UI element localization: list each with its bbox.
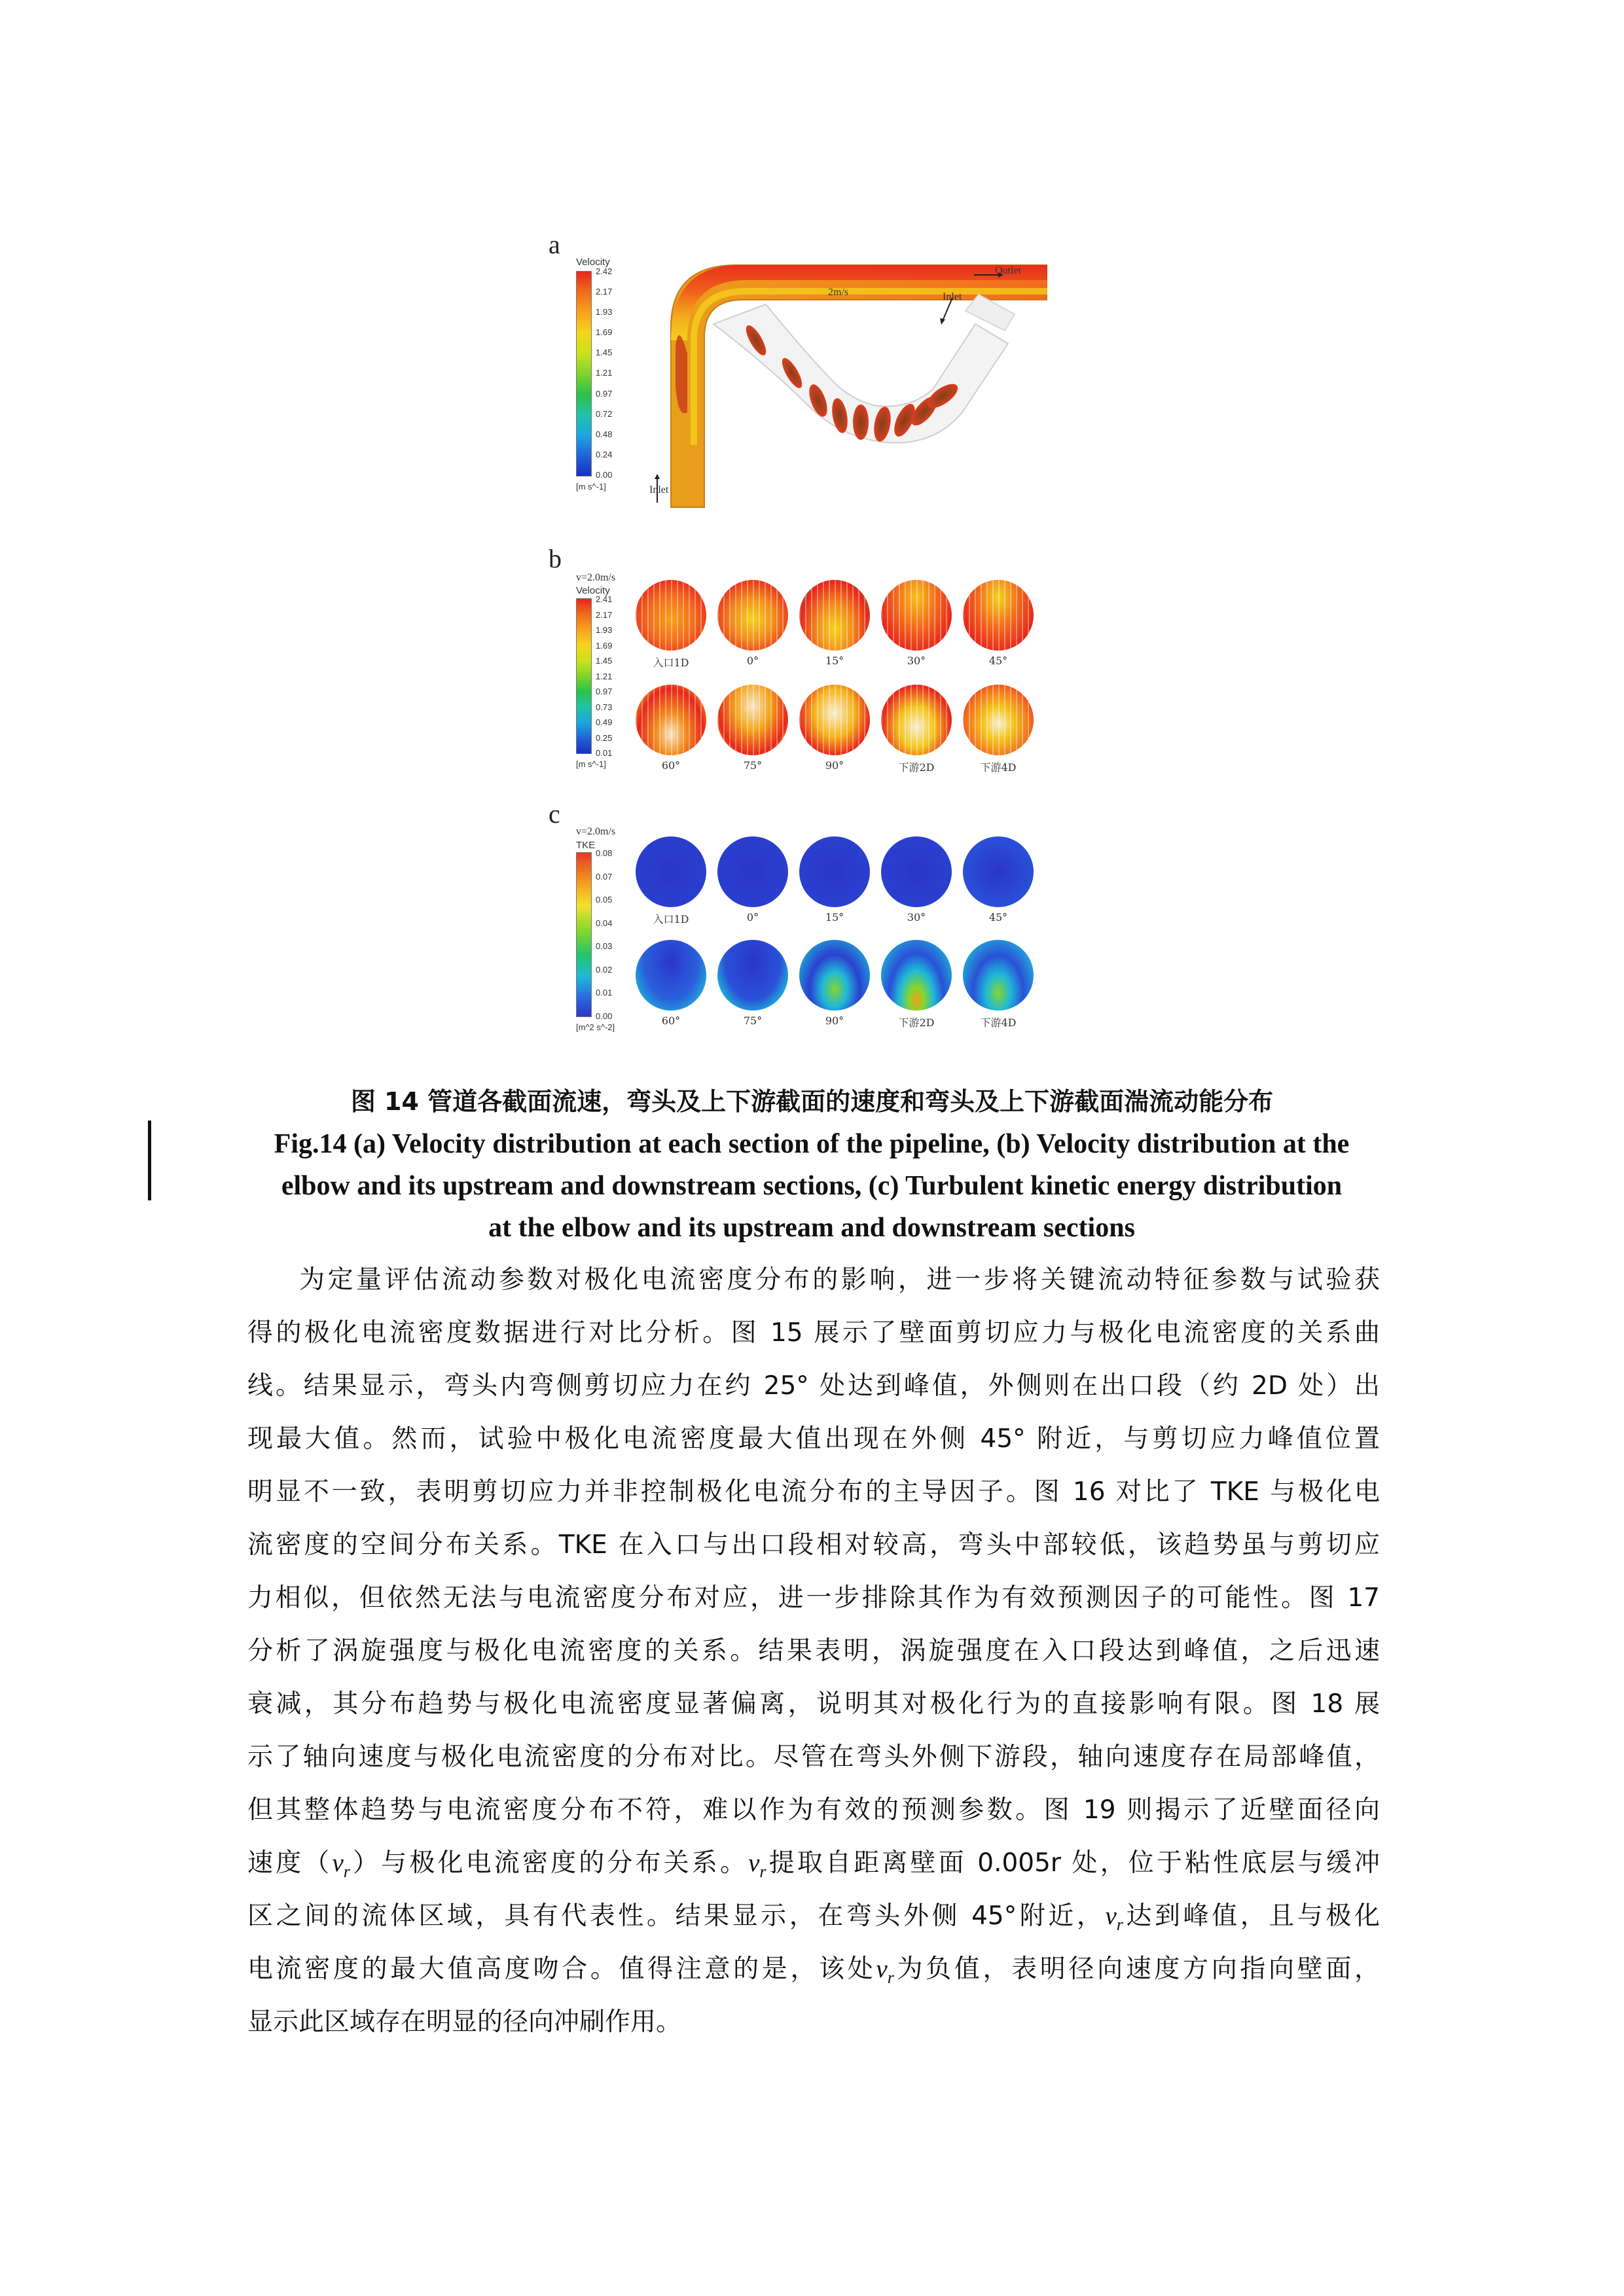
- panel-b-colorbar-tick: 1.93: [596, 625, 613, 635]
- streamline-overlay: [799, 685, 870, 755]
- panel-b-colorbar: [576, 598, 592, 754]
- body-line-14-part-b: 为负值，表明径向速度方向指向壁面，: [893, 1954, 1380, 1984]
- panel-b-colorbar-tick: 1.45: [596, 656, 613, 666]
- tke-section-label: 75°: [743, 1014, 763, 1027]
- panel-b-colorbar-tick: 2.17: [596, 609, 613, 620]
- velocity-section-label: 45°: [988, 655, 1008, 667]
- panel-b-colorbar-unit: [m s^-1]: [576, 759, 606, 769]
- panel-c-colorbar-ticks: [596, 848, 612, 1021]
- panel-c-colorbar-unit: [m^2 s^-2]: [576, 1022, 615, 1032]
- body-line-6: 流密度的空间分布关系。TKE 在入口与出口段相对较高，弯头中部较低，该趋势虽与剪切应: [247, 1530, 1380, 1560]
- panel-a-letter: a: [549, 230, 560, 259]
- vr-symbol: $v_r$: [332, 1849, 350, 1881]
- streamline-overlay: [717, 580, 788, 651]
- streamline-overlay: [717, 685, 788, 755]
- figure-caption-english-line-2: elbow and its upstream and downstream sections, (c) Turbulent kinetic energy distribution: [281, 1171, 1343, 1201]
- body-line-12-part-b: ）与极化电流密度的分布关系。: [350, 1848, 749, 1878]
- body-line-13: [247, 1898, 1380, 1943]
- panel-a-colorbar-tick: 1.45: [596, 348, 613, 358]
- velocity-section-contour: [636, 580, 706, 651]
- body-line-8: 分析了涡旋强度与极化电流密度的关系。结果表明，涡旋强度在入口段达到峰值，之后迅速: [247, 1636, 1380, 1666]
- panel-a-velocity-ref: 2m/s: [828, 287, 849, 298]
- body-line-14-part-a: 电流密度的最大值高度吻合。值得注意的是，该处: [247, 1954, 876, 1984]
- velocity-section-label: 15°: [825, 655, 844, 667]
- velocity-section-label: 90°: [825, 759, 844, 772]
- body-line-2: 得的极化电流密度数据进行对比分析。图 15 展示了壁面剪切应力与极化电流密度的关系曲: [247, 1318, 1380, 1348]
- panel-b-colorbar-tick: 0.73: [596, 702, 613, 712]
- velocity-section-contour: [799, 580, 870, 651]
- streamline-overlay: [963, 580, 1034, 651]
- tke-section-contour: [881, 940, 952, 1011]
- panel-c-colorbar-tick: 0.03: [596, 941, 613, 952]
- tke-section-label: 0°: [746, 911, 759, 924]
- tke-section-contour: [963, 940, 1034, 1011]
- velocity-section-contour: [881, 580, 952, 651]
- panel-a-colorbar-ticks: [596, 266, 612, 480]
- panel-c-letter: c: [549, 799, 560, 829]
- tke-section-label: 下游4D: [980, 1016, 1017, 1029]
- panel-c-colorbar-tick: 0.08: [596, 848, 613, 858]
- tke-section-label: 下游2D: [898, 1016, 935, 1029]
- tke-section-contour: [963, 836, 1034, 907]
- panel-b-velocity-ref: v=2.0m/s: [576, 572, 616, 583]
- panel-a-colorbar: [576, 271, 592, 476]
- vr-symbol: $v_r$: [1105, 1902, 1123, 1934]
- body-line-9: 衰减，其分布趋势与极化电流密度显著偏离，说明其对极化行为的直接影响有限。图 18 展: [247, 1689, 1380, 1719]
- velocity-section-contour: [636, 685, 706, 755]
- streamline-overlay: [636, 580, 706, 651]
- tke-section-label: 入口1D: [653, 913, 689, 925]
- velocity-section-label: 30°: [907, 655, 926, 667]
- panel-a-colorbar-tick: 0.97: [596, 388, 613, 399]
- tke-section-contour: [636, 940, 706, 1011]
- body-line-13-part-a: 区之间的流体区域，具有代表性。结果显示，在弯头外侧 45°附近，: [247, 1901, 1106, 1931]
- tke-section-contour: [799, 940, 870, 1011]
- tke-section-label: 15°: [825, 911, 844, 924]
- velocity-section-contour: [881, 685, 952, 755]
- velocity-section-contour: [963, 685, 1034, 755]
- body-line-13-part-b: 达到峰值，且与极化: [1123, 1901, 1380, 1931]
- body-line-4: 现最大值。然而，试验中极化电流密度最大值出现在外侧 45° 附近，与剪切应力峰值位置: [247, 1424, 1380, 1454]
- velocity-section-label: 下游2D: [898, 761, 935, 774]
- vr-symbol: $v_r$: [748, 1849, 767, 1881]
- body-line-15: 显示此区域存在明显的径向冲刷作用。: [247, 2007, 682, 2037]
- panel-a-colorbar-tick: 2.42: [596, 266, 613, 276]
- tke-section-contour: [636, 836, 706, 907]
- panel-a-colorbar-title: Velocity: [576, 257, 610, 268]
- figure-caption-english-line-1: Fig.14 (a) Velocity distribution at each section of the pipeline, (b) Velocity distribution at the: [274, 1129, 1350, 1159]
- velocity-section-label: 0°: [746, 655, 759, 667]
- velocity-section-label: 入口1D: [653, 656, 689, 669]
- tke-section-label: 90°: [825, 1014, 844, 1027]
- panel-b-colorbar-tick: 0.49: [596, 717, 613, 727]
- panel-a-colorbar-tick: 0.48: [596, 429, 613, 439]
- panel-b-colorbar-tick: 0.01: [596, 748, 613, 758]
- panel-c-colorbar-tick: 0.00: [596, 1011, 613, 1021]
- tke-section-label: 30°: [907, 911, 926, 924]
- panel-c-colorbar-tick: 0.01: [596, 988, 613, 998]
- panel-c-colorbar-tick: 0.05: [596, 895, 613, 905]
- tke-section-label: 45°: [988, 911, 1008, 924]
- panel-a-colorbar-tick: 0.00: [596, 469, 613, 480]
- panel-b-colorbar-tick: 1.21: [596, 671, 613, 681]
- panel-c-colorbar-title: TKE: [576, 840, 596, 851]
- body-line-12-part-c: 提取自距离壁面 0.005r 处，位于粘性底层与缓冲: [766, 1848, 1380, 1878]
- tke-section-label: 60°: [661, 1014, 681, 1027]
- panel-c-velocity-ref: v=2.0m/s: [576, 826, 616, 837]
- panel-b-colorbar-ticks: [596, 594, 612, 758]
- panel-b-letter: b: [549, 544, 562, 573]
- velocity-section-contour: [717, 685, 788, 755]
- body-line-12: [247, 1845, 1380, 1890]
- body-line-11: 但其整体趋势与电流密度分布不符，难以作为有效的预测参数。图 19 则揭示了近壁面径向: [247, 1795, 1380, 1825]
- figure-caption-chinese: 图 14 管道各截面流速，弯头及上下游截面的速度和弯头及上下游截面湍流动能分布: [350, 1087, 1274, 1116]
- panel-b-colorbar-tick: 0.97: [596, 687, 613, 696]
- velocity-section-contour: [717, 580, 788, 651]
- panel-a-colorbar-tick: 2.17: [596, 287, 613, 297]
- streamline-overlay: [799, 580, 870, 651]
- tke-section-contour: [717, 836, 788, 907]
- streamline-overlay: [881, 685, 952, 755]
- panel-a-inlet-label: Inlet: [649, 484, 669, 495]
- figure-14: [0, 0, 1624, 1060]
- panel-a-outlet-label: Outlet: [995, 265, 1021, 276]
- body-line-14: [247, 1951, 1380, 1996]
- panel-a-colorbar-tick: 0.72: [596, 408, 613, 419]
- panel-a-colorbar-tick: 1.69: [596, 327, 613, 338]
- velocity-section-contour: [963, 580, 1034, 651]
- streamline-overlay: [636, 685, 706, 755]
- figure-caption-english-line-3: at the elbow and its upstream and downstream sections: [488, 1213, 1135, 1243]
- body-line-3: 线。结果显示，弯头内弯侧剪切应力在约 25° 处达到峰值，外侧则在出口段（约 2D 处）出: [247, 1371, 1380, 1401]
- body-line-7: 力相似，但依然无法与电流密度分布对应，进一步排除其作为有效预测因子的可能性。图 17: [247, 1583, 1380, 1613]
- velocity-section-contour: [799, 685, 870, 755]
- panel-c-colorbar: [576, 852, 592, 1017]
- panel-a-colorbar-tick: 0.24: [596, 449, 613, 459]
- tke-section-contour: [717, 940, 788, 1011]
- panel-b-colorbar-title: Velocity: [576, 585, 610, 596]
- body-line-5: 明显不一致，表明剪切应力并非控制极化电流分布的主导因子。图 16 对比了 TKE 与极化电: [247, 1477, 1380, 1507]
- panel-a-inlet-3d-label: Inlet: [943, 291, 962, 302]
- panel-a-colorbar-tick: 1.93: [596, 307, 613, 317]
- velocity-section-label: 60°: [661, 759, 681, 772]
- vr-symbol: $v_r$: [876, 1955, 894, 1987]
- panel-a-colorbar-unit: [m s^-1]: [576, 482, 606, 492]
- tke-section-contour: [799, 836, 870, 907]
- velocity-section-label: 下游4D: [980, 761, 1017, 774]
- panel-b-colorbar-tick: 2.41: [596, 594, 613, 604]
- panel-a-colorbar-tick: 1.21: [596, 368, 613, 378]
- panel-b-colorbar-tick: 0.25: [596, 732, 613, 743]
- revision-change-bar: [148, 1121, 151, 1200]
- streamline-overlay: [963, 685, 1034, 755]
- body-line-10: 示了轴向速度与极化电流密度的分布对比。尽管在弯头外侧下游段，轴向速度存在局部峰值，: [247, 1742, 1380, 1772]
- streamline-overlay: [881, 580, 952, 651]
- panel-b-colorbar-tick: 1.69: [596, 640, 613, 651]
- panel-c-colorbar-tick: 0.07: [596, 871, 613, 882]
- tke-section-contour: [881, 836, 952, 907]
- velocity-section-label: 75°: [743, 759, 763, 772]
- body-line-12-part-a: 速度（: [247, 1848, 333, 1878]
- panel-c-colorbar-tick: 0.02: [596, 964, 613, 975]
- body-line-1: 为定量评估流动参数对极化电流密度分布的影响，进一步将关键流动特征参数与试验获: [299, 1265, 1380, 1295]
- panel-c-colorbar-tick: 0.04: [596, 918, 613, 928]
